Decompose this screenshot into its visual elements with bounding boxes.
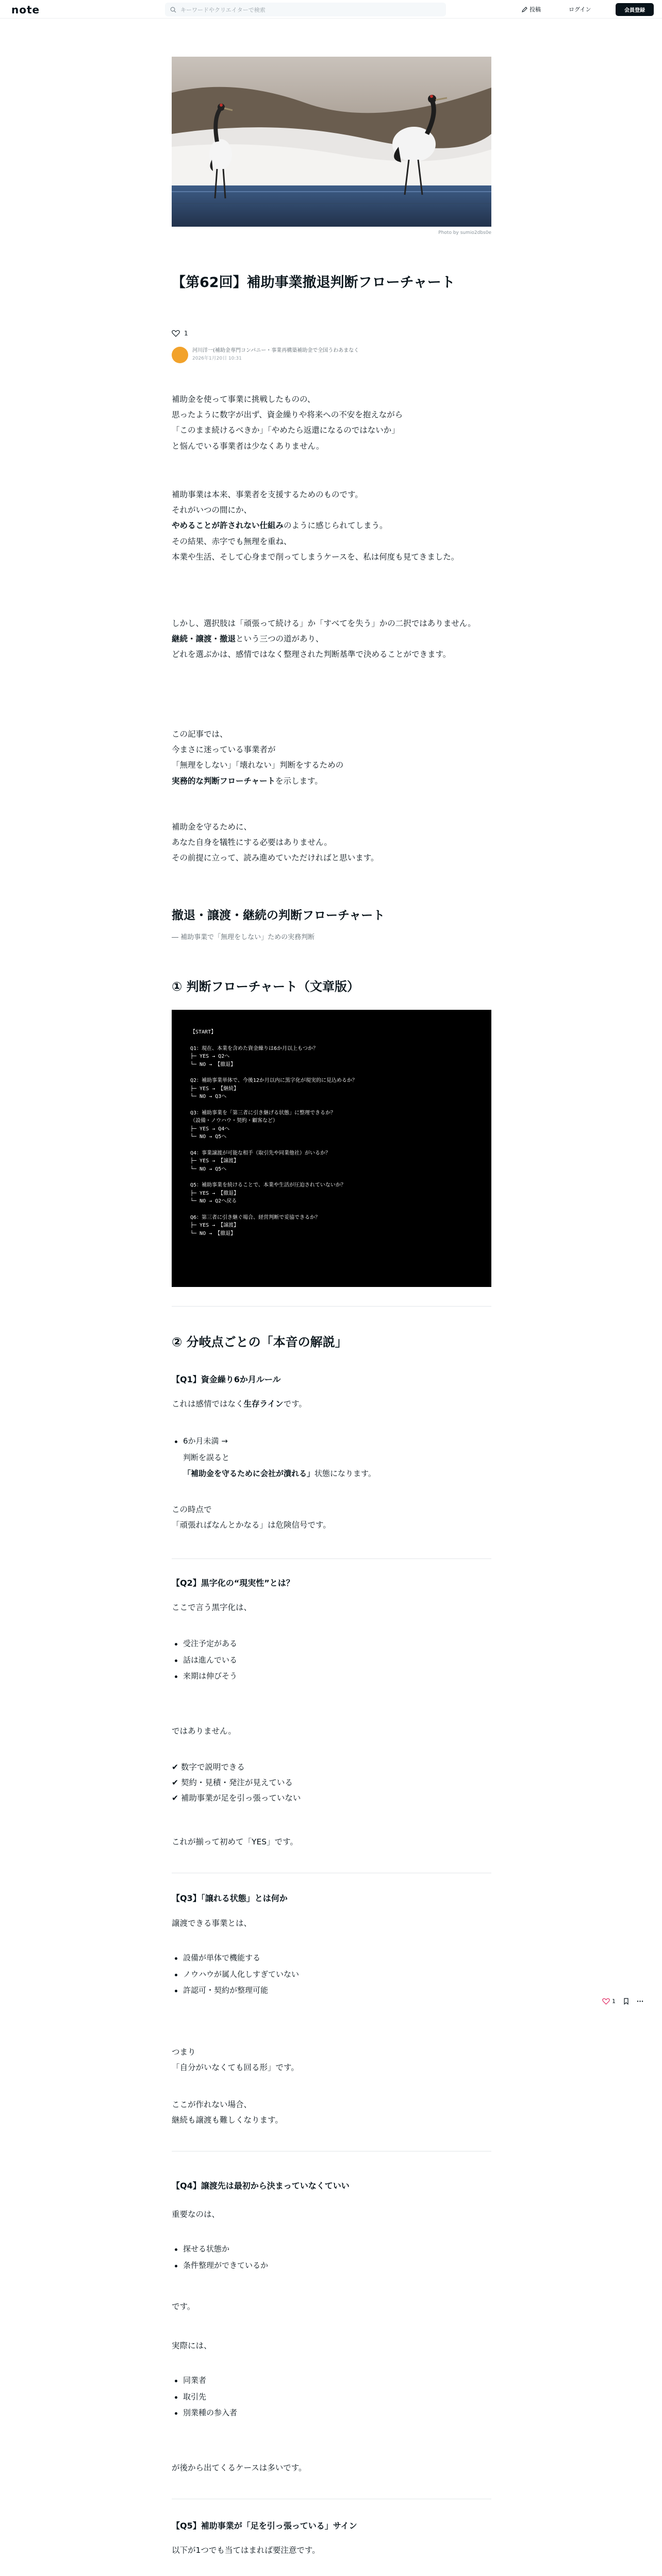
pen-icon bbox=[522, 7, 527, 12]
photo-credit: Photo by sumio2dbs0e bbox=[438, 230, 491, 235]
q4-list bbox=[172, 2241, 491, 2274]
q2-heading: 【Q2】黒字化の“現実性”とは？ bbox=[172, 1578, 294, 1588]
flowchart-code-block bbox=[172, 1010, 491, 1287]
q4-paragraph-4: が後から出てくるケースは多いです。 bbox=[172, 2463, 307, 2472]
note-logo[interactable]: note bbox=[11, 4, 40, 16]
list-item: 話は進んでいる bbox=[172, 1652, 491, 1669]
list-item: 条件整理ができているか bbox=[172, 2258, 491, 2274]
q4-list-2 bbox=[172, 2372, 491, 2421]
q4-paragraph-3: 実際には、 bbox=[172, 2341, 212, 2350]
flow-group-q5: Q5：補助事業を続けることで、本業や生活が圧迫されていないか？ ├─ YES → 【撤退】 └─ NO → Q2へ戻る bbox=[190, 1182, 346, 1204]
side-actions bbox=[602, 1998, 643, 2005]
avatar[interactable] bbox=[172, 347, 188, 363]
list-item: 来期は伸びそう bbox=[172, 1668, 491, 1685]
q4-paragraph-2: です。 bbox=[172, 2302, 195, 2311]
q3-paragraph-3: ここが作れない場合、 継続も譲渡も難しくなります。 bbox=[172, 2100, 283, 2125]
side-like-count: 1 bbox=[612, 1998, 616, 2005]
q5-heading: 【Q5】補助事業が「足を引っ張っている」サイン bbox=[172, 2521, 357, 2531]
q1-paragraph-2: この時点で 「頑張ればなんとかなる」は危険信号です。 bbox=[172, 1505, 331, 1530]
bookmark-icon[interactable] bbox=[623, 1998, 630, 2005]
author-block[interactable] bbox=[172, 347, 359, 363]
q3-list bbox=[172, 1950, 491, 1999]
list-item: ノウハウが属人化しすぎていない bbox=[172, 1967, 491, 1983]
author-name[interactable]: 河川洋一(補助金専門コンパニー・事業再構築補助金で全国うわあまなく bbox=[192, 348, 359, 353]
intro-paragraph-2: 補助事業は本来、事業者を支援するためのものです。 それがいつの間にか、 やめることが許されない仕組みのように感じられてしまう。 その結果、赤字でも無理を重ね、 本業や生活、そして心身まで削ってしまうケースを、私は何度も見てきました。 bbox=[172, 490, 459, 562]
list-item: 同業者 bbox=[172, 2372, 491, 2389]
list-item: 探せる状態か bbox=[172, 2241, 491, 2258]
section-heading-2: ② 分岐点ごとの「本音の解説」 bbox=[172, 1335, 347, 1349]
q2-paragraph-3: これが揃って初めて「YES」です。 bbox=[172, 1837, 298, 1846]
like-row bbox=[172, 330, 188, 337]
flow-group-q4: Q4：事業譲渡が可能な相手（取引先や同業他社）がいるか？ ├─ YES → 【譲渡】 └─ NO → Q5へ bbox=[190, 1150, 331, 1172]
list-item: 設備が単体で機能する bbox=[172, 1950, 491, 1967]
intro-paragraph-3: しかし、選択肢は「頑張って続ける」か「すべてを失う」かの二択ではありません。 継続・譲渡・撤退という三つの道があり、 どれを選ぶかは、感情ではなく整理された判断基準で決めることができます。 bbox=[172, 619, 476, 659]
heart-icon[interactable] bbox=[172, 330, 180, 337]
like-count: 1 bbox=[184, 330, 188, 337]
q2-paragraph: ここで言う黒字化は、 bbox=[172, 1603, 252, 1612]
publish-date: 2026年1月20日 10:31 bbox=[192, 356, 242, 361]
q3-heading: 【Q3】「譲れる状態」とは何か bbox=[172, 1893, 288, 1903]
post-label: 投稿 bbox=[529, 6, 541, 13]
article-title: 【第62回】補助事業撤退判断フローチャート bbox=[172, 275, 455, 291]
intro-paragraph-5: 補助金を守るために、 あなた自身を犠牲にする必要はありません。 その前提に立って、読み進めていただければと思います。 bbox=[172, 822, 379, 863]
search-placeholder: キーワードやクリエイターで検索 bbox=[180, 6, 266, 13]
intro-paragraph-4: この記事では、 今まさに迷っている事業者が 「無理をしない」「壊れない」判断をするための 実務的な判断フローチャートを示します。 bbox=[172, 730, 344, 786]
more-icon[interactable] bbox=[637, 1998, 643, 2005]
q4-paragraph: 重要なのは、 bbox=[172, 2210, 220, 2219]
flow-group-q3: Q3：補助事業を「第三者に引き継げる状態」に整理できるか？ （設備・ノウハウ・契約・顧客など） ├─ YES → Q4へ └─ NO → Q5へ bbox=[190, 1110, 336, 1140]
q5-paragraph: 以下が1つでも当てはまれば要注意です。 bbox=[172, 2546, 320, 2555]
q1-list bbox=[172, 1433, 491, 1482]
top-bar bbox=[0, 0, 662, 19]
section-subheading: ― 補助事業で「無理をしない」ための実務判断 bbox=[172, 934, 315, 941]
divider bbox=[172, 1558, 491, 1559]
flow-group-q2: Q2：補助事業単体で、今後12か月以内に黒字化が現実的に見込めるか？ ├─ YES → 【継続】 └─ NO → Q3へ bbox=[190, 1078, 357, 1099]
search-icon bbox=[170, 7, 176, 13]
section-heading-1: ① 判断フローチャート（文章版） bbox=[172, 979, 359, 994]
login-button[interactable]: ログイン bbox=[569, 6, 591, 13]
flow-group-q6: Q6：第三者に引き継ぐ場合、経営判断で妥協できるか？ ├─ YES → 【譲渡】 └─ NO → 【撤退】 bbox=[190, 1214, 321, 1236]
q1-heading: 【Q1】資金繰り6か月ルール bbox=[172, 1375, 281, 1384]
list-item: 別業種の参入者 bbox=[172, 2405, 491, 2421]
q2-checklist: ✔ 数字で説明できる ✔ 契約・見積・発注が見えている ✔ 補助事業が足を引っ張っていない bbox=[172, 1762, 301, 1803]
search-input[interactable] bbox=[165, 3, 446, 16]
section-heading-main: 撤退・譲渡・継続の判断フローチャート bbox=[172, 909, 385, 922]
heart-icon bbox=[602, 1998, 610, 2005]
q2-list bbox=[172, 1636, 491, 1685]
q1-paragraph: これは感情ではなく生存ラインです。 bbox=[172, 1399, 307, 1409]
list-item: 6か月未満 → 判断を誤ると 「補助金を守るために会社が潰れる」状態になります。 bbox=[172, 1433, 491, 1482]
list-item: 受注予定がある bbox=[172, 1636, 491, 1652]
list-item: 許認可・契約が整理可能 bbox=[172, 1982, 491, 1999]
q3-paragraph: 譲渡できる事業とは、 bbox=[172, 1919, 252, 1928]
divider bbox=[172, 1306, 491, 1307]
q4-heading: 【Q4】譲渡先は最初から決まっていなくていい bbox=[172, 2181, 350, 2191]
q2-paragraph-2: ではありません。 bbox=[172, 1726, 236, 1736]
list-item: 取引先 bbox=[172, 2389, 491, 2405]
flow-group-q1: Q1：現在、本業を含めた資金繰りは6か月以上もつか？ ├─ YES → Q2へ └─ NO → 【撤退】 bbox=[190, 1045, 319, 1067]
q3-paragraph-2: つまり 「自分がいなくても回る形」です。 bbox=[172, 2047, 299, 2073]
signup-button[interactable]: 会員登録 bbox=[616, 3, 654, 16]
flow-start: 【START】 bbox=[190, 1029, 217, 1035]
intro-paragraph-1: 補助金を使って事業に挑戦したものの、 思ったように数字が出ず、資金繰りや将来への不安を抱えながら 「このまま続けるべきか」「やめたら返還になるのではないか」 と悩んでいる事業者は少なくありません。 bbox=[172, 395, 403, 451]
hero-image bbox=[172, 57, 491, 227]
post-button[interactable] bbox=[522, 5, 541, 13]
side-like-button[interactable] bbox=[602, 1998, 616, 2005]
